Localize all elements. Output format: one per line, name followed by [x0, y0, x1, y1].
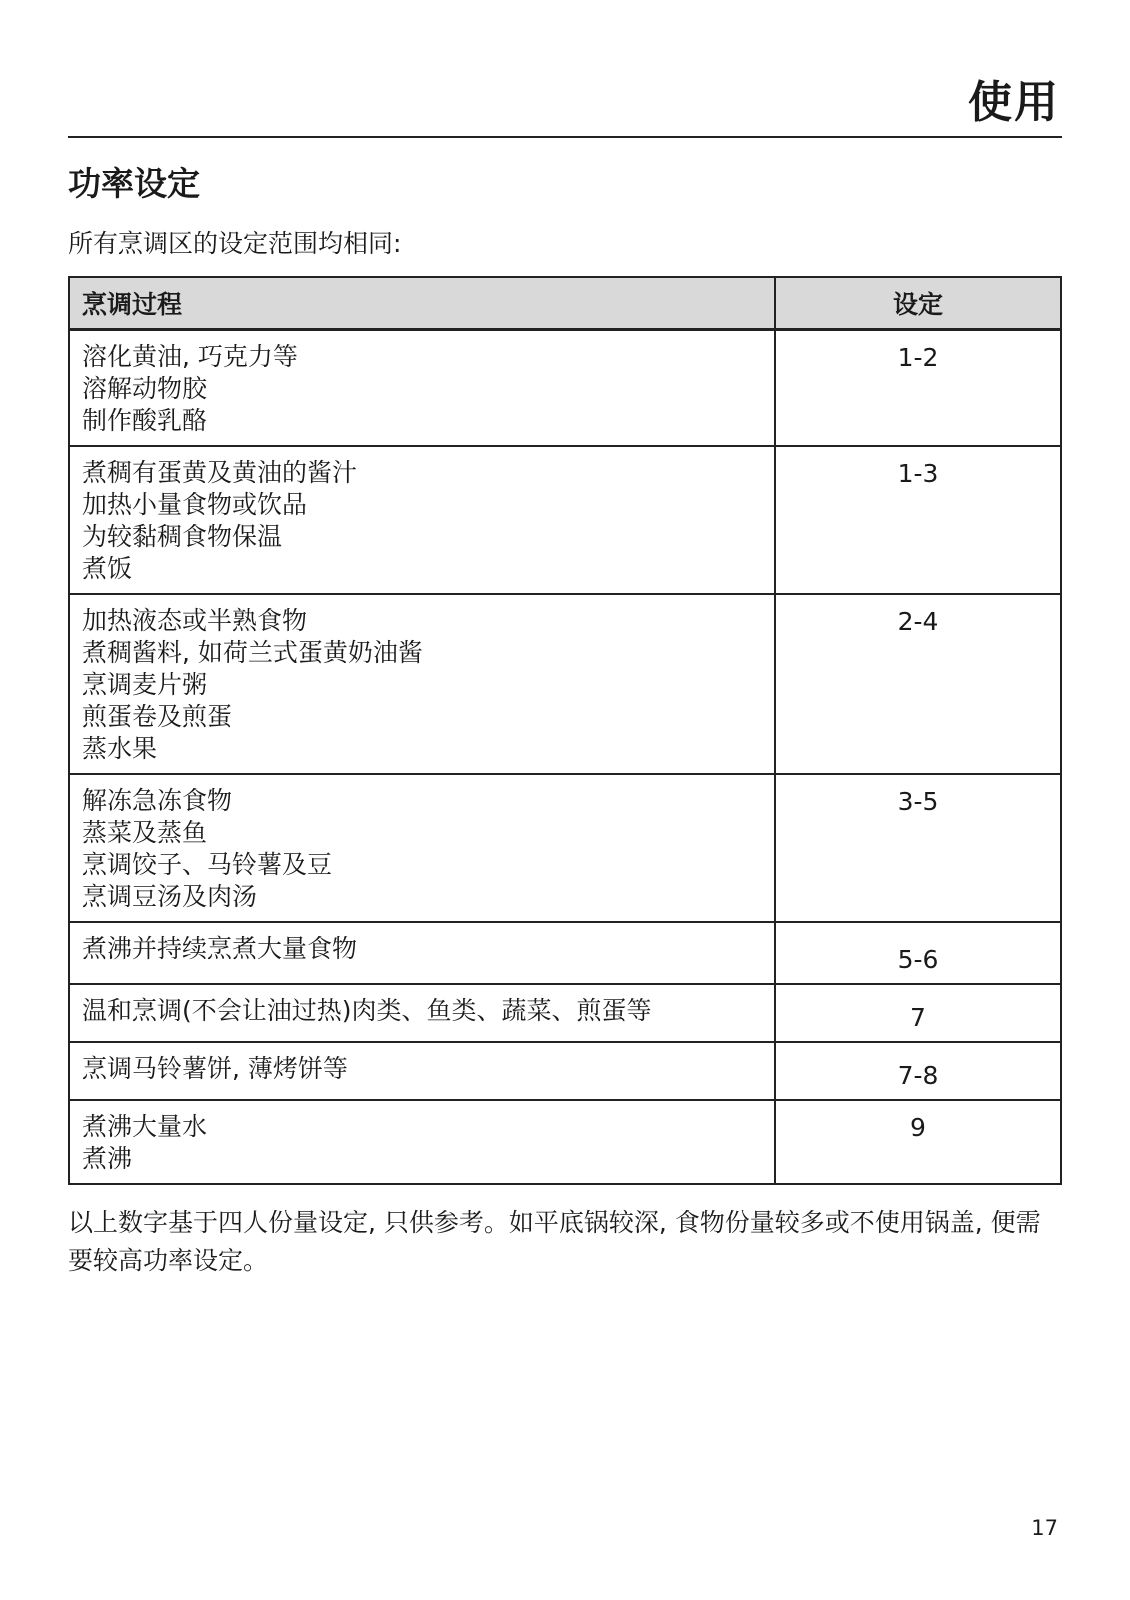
section-title: 功率设定	[68, 164, 200, 203]
process-line: 加热小量食物或饮品	[82, 490, 308, 519]
table-row	[69, 594, 1061, 774]
table-header-row	[69, 277, 1061, 330]
process-line: 蒸水果	[82, 734, 158, 763]
process-line: 煮沸大量水	[82, 1112, 208, 1141]
table-row	[69, 1100, 1061, 1184]
setting-cell: 5-6	[775, 922, 1061, 984]
intro-text: 所有烹调区的设定范围均相同:	[68, 229, 402, 258]
process-line: 制作酸乳酪	[82, 406, 208, 435]
footnote-text: 以上数字基于四人份量设定, 只供参考。如平底锅较深, 食物份量较多或不使用锅盖, 便需要较高功率设定。	[68, 1208, 1041, 1275]
process-line: 煮稠有蛋黄及黄油的酱汁	[82, 458, 358, 487]
process-line: 烹调豆汤及肉汤	[82, 882, 258, 911]
table-row	[69, 984, 1061, 1042]
table-row	[69, 774, 1061, 922]
power-settings-table	[68, 276, 1062, 1185]
process-cell	[69, 446, 775, 594]
process-cell	[69, 922, 775, 984]
process-line: 煮稠酱料, 如荷兰式蛋黄奶油酱	[82, 638, 423, 667]
setting-cell: 9	[775, 1100, 1061, 1184]
header-setting: 设定	[775, 277, 1061, 330]
process-line: 温和烹调(不会让油过热)肉类、鱼类、蔬菜、煎蛋等	[82, 996, 652, 1025]
setting-cell: 1-3	[775, 446, 1061, 594]
process-cell	[69, 594, 775, 774]
process-cell	[69, 774, 775, 922]
table-row	[69, 446, 1061, 594]
process-line: 烹调饺子、马铃薯及豆	[82, 850, 333, 879]
setting-cell: 1-2	[775, 330, 1061, 447]
header-divider	[68, 136, 1062, 138]
setting-cell: 2-4	[775, 594, 1061, 774]
table-row	[69, 922, 1061, 984]
process-line: 烹调马铃薯饼, 薄烤饼等	[82, 1054, 348, 1083]
process-line: 为较黏稠食物保温	[82, 522, 283, 551]
process-line: 蒸菜及蒸鱼	[82, 818, 208, 847]
page-header-title: 使用	[968, 77, 1060, 128]
header-process: 烹调过程	[69, 277, 775, 330]
process-line: 煮饭	[82, 554, 133, 583]
process-line: 煮沸	[82, 1144, 133, 1173]
process-line: 煮沸并持续烹煮大量食物	[82, 934, 358, 963]
process-line: 溶化黄油, 巧克力等	[82, 342, 298, 371]
process-line: 煎蛋卷及煎蛋	[82, 702, 233, 731]
process-line: 加热液态或半熟食物	[82, 606, 308, 635]
page-number: 17	[1031, 1516, 1058, 1540]
process-line: 解冻急冻食物	[82, 786, 233, 815]
setting-cell: 7-8	[775, 1042, 1061, 1100]
setting-cell: 7	[775, 984, 1061, 1042]
table-row	[69, 330, 1061, 447]
table-row	[69, 1042, 1061, 1100]
process-cell	[69, 1100, 775, 1184]
process-cell	[69, 1042, 775, 1100]
process-line: 烹调麦片粥	[82, 670, 208, 699]
process-cell	[69, 984, 775, 1042]
process-cell	[69, 330, 775, 447]
setting-cell: 3-5	[775, 774, 1061, 922]
process-line: 溶解动物胶	[82, 374, 208, 403]
